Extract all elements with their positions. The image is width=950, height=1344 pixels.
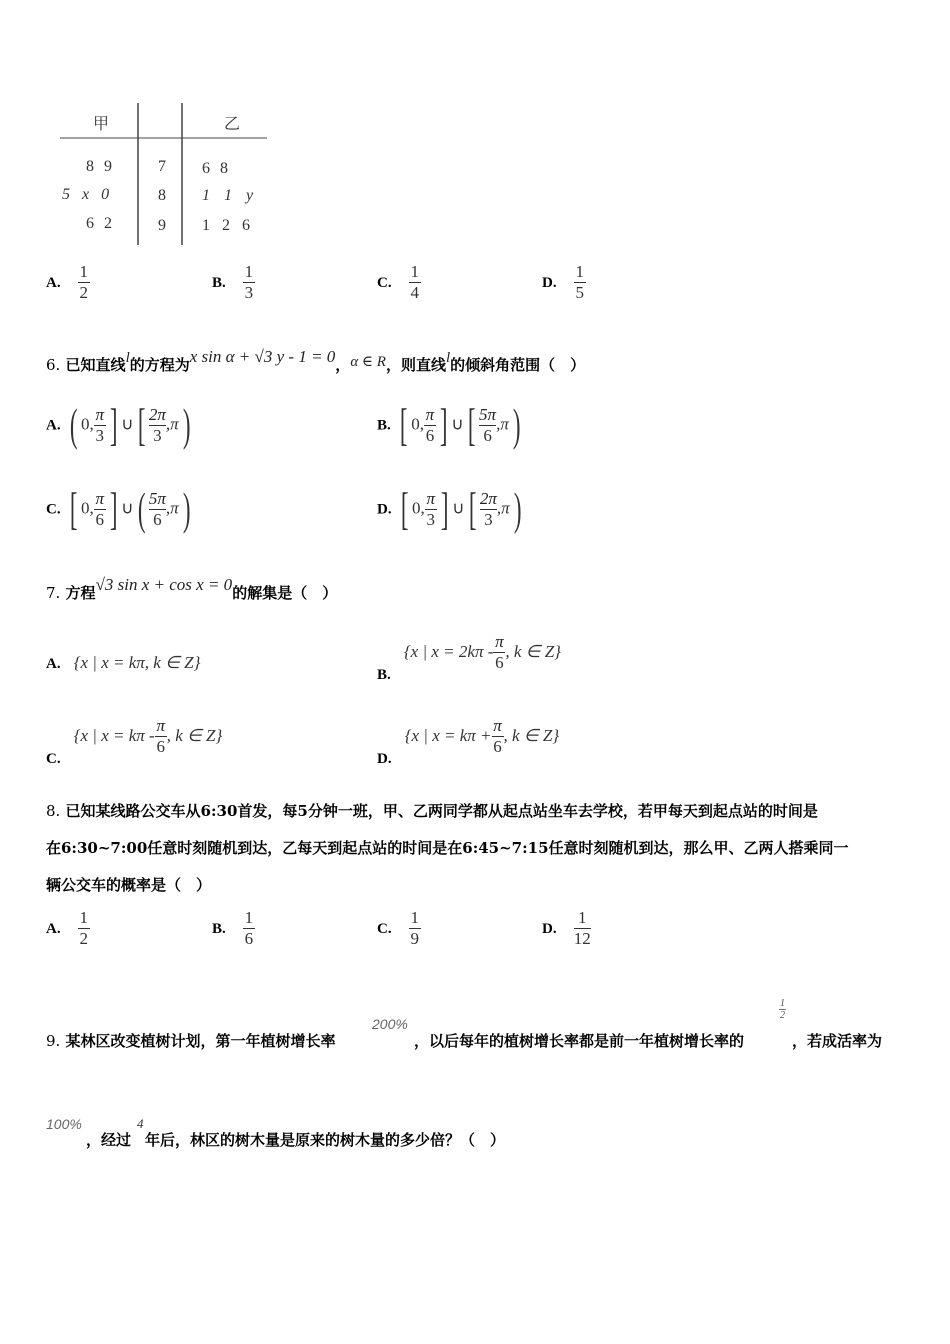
numerator: 1 (577, 908, 587, 927)
bracket: [ (467, 399, 476, 450)
row2-stem: 8 (158, 187, 166, 204)
denominator: 6 (156, 737, 165, 756)
q6-stem (46, 347, 586, 375)
denominator: 6 (495, 653, 504, 672)
denominator: 6 (425, 425, 435, 445)
question-number: 8. (46, 802, 61, 820)
option-label: B. (212, 275, 226, 291)
q9-half-fraction (779, 998, 786, 1021)
q6-text-b: 的方程为 (129, 356, 190, 374)
numerator: 5π (479, 404, 497, 424)
numerator: 1 (244, 262, 254, 281)
bracket: ) (182, 399, 191, 450)
q6-text-a: 已知直线 (65, 356, 126, 374)
q9-text-c: ，若成活率为 (792, 1032, 883, 1050)
bracket: [ (400, 483, 409, 534)
q8-line1 (46, 800, 818, 821)
q6-sep: ， (335, 356, 351, 374)
denominator: 6 (153, 509, 162, 529)
option-label: C. (46, 501, 61, 518)
q8-option-c[interactable] (377, 908, 421, 949)
denominator: 5 (575, 283, 584, 302)
row1-stem: 7 (158, 158, 166, 175)
numerator: π (495, 632, 504, 651)
numerator: 2π (148, 404, 166, 424)
q7-option-a[interactable] (46, 653, 200, 673)
q6-var-l2: l (445, 350, 451, 366)
q8-line2: 在6:30~7:00任意时刻随机到达，乙每天到起点站的时间是在6:45~7:15任意时刻随机到达，那么甲、乙两人搭乘同一 (46, 839, 849, 857)
bracket: ] (109, 399, 118, 450)
q6-condition: α ∈ R (350, 354, 386, 370)
q6-text-c: ，则直线 (385, 356, 446, 374)
set-text: {x | x = kπ, k ∈ Z} (73, 653, 201, 672)
set-text: 0, (411, 414, 424, 434)
denominator: 3 (244, 283, 254, 302)
option-label: B. (377, 417, 391, 434)
set-text: ,π (165, 498, 179, 518)
q7-text-b: 的解集是（ ） (232, 584, 338, 602)
numerator: 1 (410, 262, 419, 281)
row1-right: 6 8 (202, 160, 231, 177)
option-label: C. (377, 921, 392, 937)
q9-rate: 200% (372, 1016, 408, 1032)
numerator: π (156, 716, 165, 735)
q6-option-d[interactable] (377, 483, 525, 534)
numerator: π (95, 488, 105, 508)
union-symbol: ∪ (451, 414, 464, 434)
numerator: 1 (79, 908, 88, 927)
q5-option-a[interactable] (46, 262, 90, 303)
q9-survival: 100% (46, 1116, 82, 1132)
denominator: 3 (426, 509, 436, 529)
set-text: 0, (81, 414, 94, 434)
denominator: 6 (493, 737, 502, 756)
stem-leaf-header-left: 甲 (93, 116, 110, 133)
numerator: 1 (244, 908, 254, 927)
q7-equation: √3 sin x + cos x = 0 (95, 575, 233, 594)
q8-line3: 辆公交车的概率是（ ） (46, 876, 212, 894)
denominator: 3 (484, 509, 493, 529)
numerator: 1 (79, 262, 88, 281)
option-label: A. (46, 656, 61, 672)
denominator: 4 (410, 283, 419, 302)
option-label: D. (542, 275, 557, 291)
numerator: 2π (479, 488, 497, 508)
denominator: 9 (410, 929, 419, 948)
numerator: 1 (410, 908, 419, 927)
option-label: C. (46, 751, 61, 767)
q7-option-c[interactable] (46, 716, 223, 767)
numerator: 1 (575, 262, 584, 281)
q8-option-d[interactable] (542, 908, 591, 949)
row3-stem: 9 (158, 217, 166, 234)
set-text: ,π (496, 414, 509, 434)
set-text: {x | x = kπ - (73, 726, 155, 745)
option-label: D. (377, 751, 392, 767)
question-number: 7. (46, 584, 61, 602)
q6-option-c[interactable] (46, 483, 194, 534)
denominator: 2 (79, 929, 88, 948)
option-label: B. (212, 921, 226, 937)
bracket: ( (69, 399, 78, 450)
denominator: 6 (244, 929, 254, 948)
set-text: , k ∈ Z} (503, 726, 560, 745)
option-label: D. (377, 501, 392, 518)
denominator: 2 (780, 1010, 785, 1021)
numerator: π (493, 716, 502, 735)
set-text: {x | x = kπ + (404, 726, 492, 745)
q8-option-b[interactable] (212, 908, 255, 949)
q9-text-b: ，以后每年的植树增长率都是前一年植树增长率的 (414, 1032, 745, 1050)
option-label: A. (46, 275, 61, 291)
numerator: π (95, 404, 105, 424)
bracket: ] (109, 483, 118, 534)
bracket: [ (137, 399, 146, 450)
q9-years: 4 (137, 1116, 144, 1131)
set-text: 0, (81, 498, 94, 518)
q6-equation: x sin α + √3 y - 1 = 0 (189, 347, 336, 366)
stem-leaf-header-right: 乙 (224, 116, 241, 133)
q6-option-a[interactable] (46, 399, 194, 450)
set-text: , k ∈ Z} (505, 642, 561, 661)
bracket: ) (182, 483, 191, 534)
q6-text-d: 的倾斜角范围（ ） (450, 356, 586, 374)
q7-option-b[interactable] (377, 632, 561, 683)
option-label: C. (377, 275, 392, 291)
option-label: B. (377, 667, 391, 683)
set-text: ,π (496, 498, 510, 518)
bracket: [ (399, 399, 408, 450)
q7-text-a: 方程 (65, 584, 96, 602)
q9-text-e: 年后，林区的树木量是原来的树木量的多少倍？（ ） (145, 1131, 506, 1149)
denominator: 6 (95, 509, 105, 529)
bracket: [ (69, 483, 78, 534)
denominator: 3 (95, 425, 105, 445)
numerator: π (425, 404, 435, 424)
row2-left: 5 x 0 (62, 186, 114, 203)
row3-right: 1 2 6 (202, 217, 254, 234)
bracket: ] (440, 483, 449, 534)
question-number: 6. (46, 356, 61, 374)
denominator: 3 (153, 425, 162, 445)
denominator: 2 (79, 283, 88, 302)
q9-text-d: ，经过 (86, 1131, 132, 1149)
q6-option-b[interactable] (377, 399, 524, 450)
bracket: ] (439, 399, 448, 450)
q5-option-d[interactable] (542, 262, 586, 303)
q8-option-a[interactable] (46, 908, 90, 949)
q9-text-a: 某林区改变植树计划，第一年植树增长率 (65, 1032, 336, 1050)
bracket: ) (512, 399, 521, 450)
q5-option-c[interactable] (377, 262, 421, 303)
row3-left: 6 2 (86, 215, 115, 232)
union-symbol: ∪ (121, 414, 134, 434)
set-text: , k ∈ Z} (166, 726, 223, 745)
union-symbol: ∪ (452, 498, 465, 518)
set-text: 0, (412, 498, 425, 518)
numerator: π (426, 488, 436, 508)
q8-text-line1: 已知某线路公交车从6:30首发，每5分钟一班，甲、乙两同学都从起点站坐车去学校，若甲每天到起点站的时间是 (65, 802, 818, 820)
q5-option-b[interactable] (212, 262, 255, 303)
q7-option-d[interactable] (377, 716, 560, 767)
question-number: 9. (46, 1032, 61, 1050)
row2-right: 1 1 y (202, 187, 259, 204)
option-label: D. (542, 921, 557, 937)
denominator: 12 (573, 929, 591, 948)
bracket: [ (468, 483, 477, 534)
bracket: ) (513, 483, 522, 534)
numerator: 5π (148, 488, 166, 508)
bracket: ( (137, 483, 146, 534)
option-label: A. (46, 921, 61, 937)
union-symbol: ∪ (121, 498, 134, 518)
numerator: 1 (780, 998, 785, 1009)
q7-stem (46, 575, 338, 603)
denominator: 6 (483, 425, 492, 445)
q9-line1 (46, 1030, 336, 1051)
row1-left: 8 9 (86, 158, 115, 175)
q6-var-l: l (125, 350, 130, 366)
option-label: A. (46, 417, 61, 434)
set-text: {x | x = 2kπ - (403, 642, 494, 661)
set-text: ,π (165, 414, 179, 434)
